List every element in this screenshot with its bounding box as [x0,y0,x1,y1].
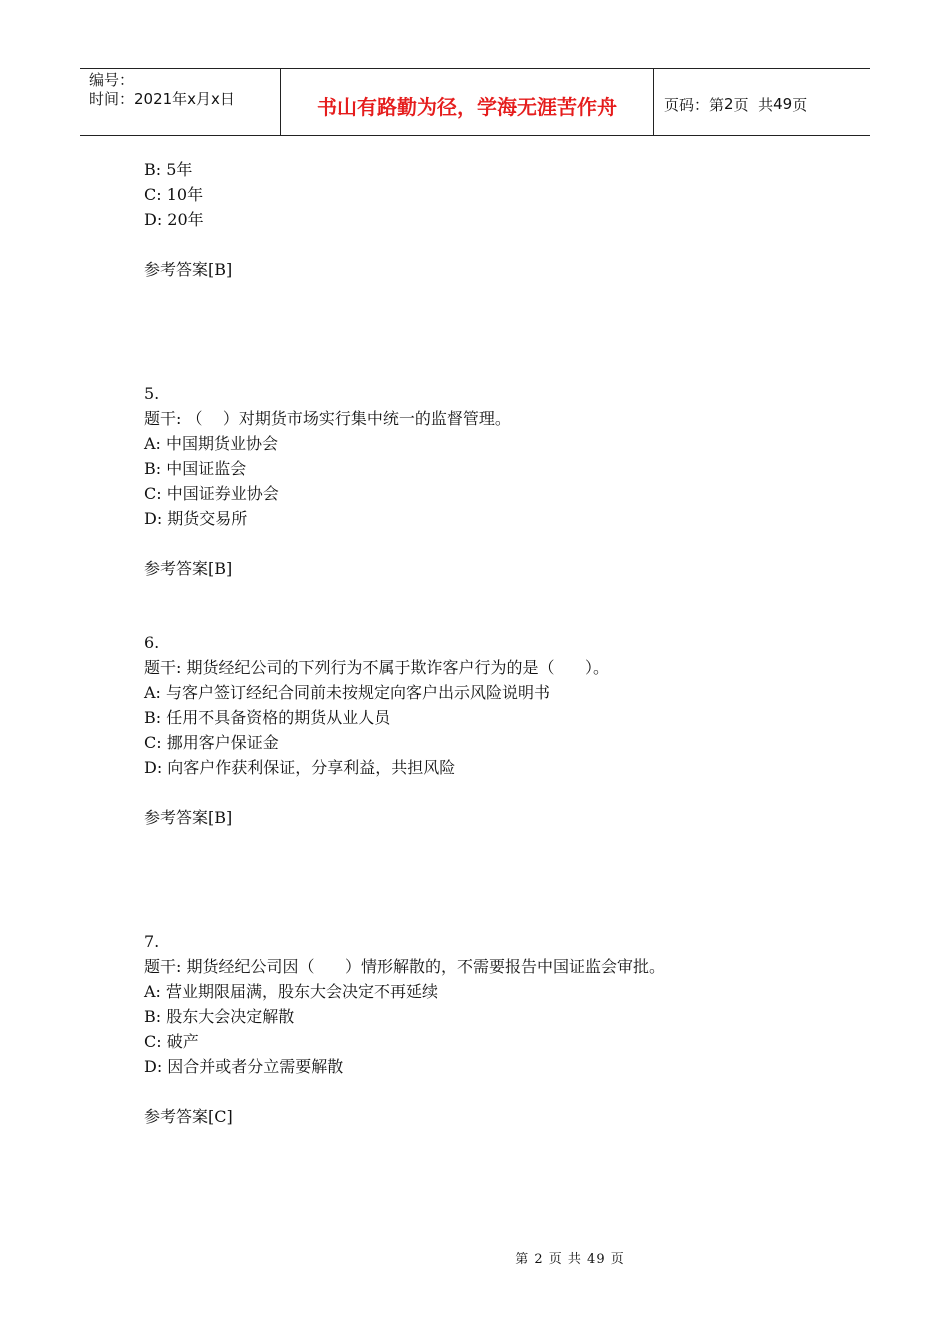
option-d: D: 向客户作获利保证，分享利益，共担风险 [144,758,456,777]
option-d: D: 因合并或者分立需要解散 [144,1057,344,1076]
answer: 参考答案[B] [144,260,233,279]
option-d: D: 20年 [144,210,204,229]
option-a: A: 营业期限届满，股东大会决定不再延续 [144,982,439,1001]
header-motto: 书山有路勤为径，学海无涯苦作舟 [281,69,654,135]
option-b: B: 任用不具备资格的期货从业人员 [144,708,391,727]
option-b: B: 股东大会决定解散 [144,1007,295,1026]
question-number: 5. [144,384,160,403]
option-c: C: 中国证券业协会 [144,484,279,503]
option-b: B: 中国证监会 [144,459,247,478]
option-a: A: 中国期货业协会 [144,434,279,453]
answer: 参考答案[B] [144,559,233,578]
question-stem: 题干: 期货经纪公司因（ ）情形解散的，不需要报告中国证监会审批。 [144,957,665,976]
page-mid: 页 共 [733,95,774,114]
option-c: C: 10年 [144,185,204,204]
option-b: B: 5年 [144,160,193,179]
page-total: 49 [773,95,793,113]
question-number: 7. [144,932,160,951]
page-end: 页 [792,95,808,114]
header-page-number [654,69,870,135]
page-current: 2 [724,95,734,113]
answer: 参考答案[B] [144,808,233,827]
question-number: 6. [144,633,160,652]
page-footer: 第 2 页 共 49 页 [515,1252,625,1267]
option-d: D: 期货交易所 [144,509,248,528]
header-meta [80,69,281,135]
question-stem: 题干: 期货经纪公司的下列行为不属于欺诈客户行为的是（ ）。 [144,658,609,677]
option-c: C: 破产 [144,1032,199,1051]
time-label: 时间：2021年x月x日 [89,90,235,108]
page-label: 页码：第 [664,95,725,114]
number-label: 编号： [89,71,135,89]
option-c: C: 挪用客户保证金 [144,733,279,752]
page-header [80,68,870,136]
question-stem: 题干: （ ）对期货市场实行集中统一的监督管理。 [144,409,511,428]
answer: 参考答案[C] [144,1107,233,1126]
option-a: A: 与客户签订经纪合同前未按规定向客户出示风险说明书 [144,683,551,702]
